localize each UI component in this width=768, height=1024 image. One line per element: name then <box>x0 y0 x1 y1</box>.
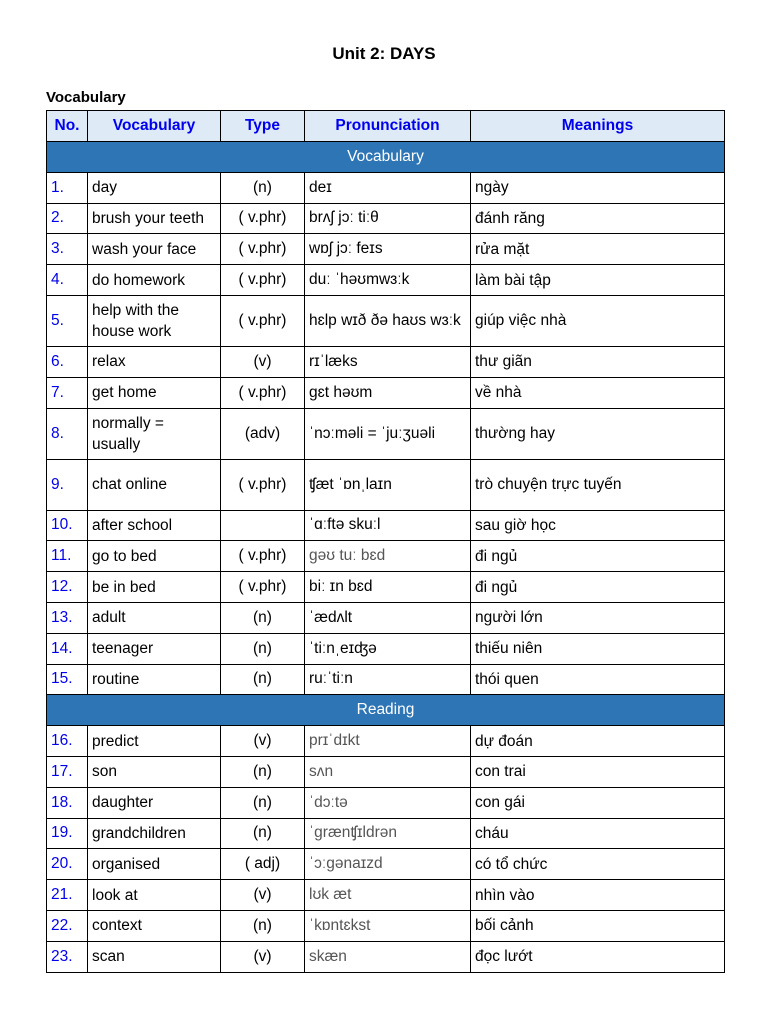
meaning: làm bài tập <box>471 265 725 296</box>
table-row <box>47 408 725 459</box>
header-vocabulary: Vocabulary <box>88 111 221 142</box>
word-type <box>221 510 305 541</box>
pronunciation: ˈkɒntɛkst <box>305 910 471 941</box>
word-type: ( v.phr) <box>221 377 305 408</box>
table-row <box>47 377 725 408</box>
vocabulary-word: look at <box>88 880 221 911</box>
vocabulary-word: teenager <box>88 633 221 664</box>
meaning: đi ngủ <box>471 541 725 572</box>
vocabulary-word: daughter <box>88 787 221 818</box>
section-label: Vocabulary <box>47 142 725 173</box>
table-row <box>47 346 725 377</box>
table-row <box>47 541 725 572</box>
table-row <box>47 818 725 849</box>
page-title: Unit 2: DAYS <box>332 44 436 63</box>
meaning: giúp việc nhà <box>471 295 725 346</box>
pronunciation: prɪˈdɪkt <box>305 726 471 757</box>
word-type: (n) <box>221 910 305 941</box>
row-number: 16. <box>47 726 88 757</box>
word-type: (v) <box>221 346 305 377</box>
table-row <box>47 295 725 346</box>
table-row <box>47 572 725 603</box>
pronunciation: ˈɔːgənaɪzd <box>305 849 471 880</box>
header-no: No. <box>47 111 88 142</box>
vocabulary-word: routine <box>88 664 221 695</box>
meaning: con gái <box>471 787 725 818</box>
section-row <box>47 695 725 726</box>
vocabulary-word: be in bed <box>88 572 221 603</box>
meaning: rửa mặt <box>471 234 725 265</box>
meaning: về nhà <box>471 377 725 408</box>
row-number: 5. <box>47 295 88 346</box>
meaning: thư giãn <box>471 346 725 377</box>
word-type: ( adj) <box>221 849 305 880</box>
meaning: đọc lướt <box>471 941 725 972</box>
section-row <box>47 142 725 173</box>
meaning: trò chuyện trực tuyến <box>471 459 725 510</box>
pronunciation: ˈnɔːməli = ˈjuːʒuəli <box>305 408 471 459</box>
row-number: 15. <box>47 664 88 695</box>
row-number: 3. <box>47 234 88 265</box>
table-row <box>47 664 725 695</box>
vocabulary-word: after school <box>88 510 221 541</box>
row-number: 6. <box>47 346 88 377</box>
meaning: con trai <box>471 756 725 787</box>
row-number: 23. <box>47 941 88 972</box>
word-type: ( v.phr) <box>221 572 305 603</box>
vocabulary-word: get home <box>88 377 221 408</box>
word-type: (n) <box>221 664 305 695</box>
word-type: ( v.phr) <box>221 459 305 510</box>
word-type: (n) <box>221 787 305 818</box>
vocabulary-word: context <box>88 910 221 941</box>
pronunciation: gɛt həʊm <box>305 377 471 408</box>
pronunciation: deɪ <box>305 172 471 203</box>
pronunciation: ˈgrænʧɪldrən <box>305 818 471 849</box>
vocabulary-word: normally = usually <box>88 408 221 459</box>
pronunciation: ʧæt ˈɒnˌlaɪn <box>305 459 471 510</box>
meaning: đánh răng <box>471 203 725 234</box>
table-row <box>47 265 725 296</box>
word-type: (v) <box>221 880 305 911</box>
word-type: (n) <box>221 602 305 633</box>
vocabulary-word: do homework <box>88 265 221 296</box>
table-row <box>47 172 725 203</box>
vocabulary-word: chat online <box>88 459 221 510</box>
table-row <box>47 941 725 972</box>
table-row <box>47 849 725 880</box>
table-row <box>47 234 725 265</box>
pronunciation: biː ɪn bɛd <box>305 572 471 603</box>
section-label: Reading <box>47 695 725 726</box>
word-type: (v) <box>221 941 305 972</box>
row-number: 19. <box>47 818 88 849</box>
table-row <box>47 203 725 234</box>
table-row <box>47 510 725 541</box>
row-number: 2. <box>47 203 88 234</box>
meaning: cháu <box>471 818 725 849</box>
word-type: (n) <box>221 172 305 203</box>
row-number: 10. <box>47 510 88 541</box>
vocabulary-word: predict <box>88 726 221 757</box>
word-type: (n) <box>221 633 305 664</box>
word-type: ( v.phr) <box>221 265 305 296</box>
pronunciation: ˈɑːftə skuːl <box>305 510 471 541</box>
row-number: 11. <box>47 541 88 572</box>
row-number: 14. <box>47 633 88 664</box>
table-row <box>47 633 725 664</box>
vocabulary-word: adult <box>88 602 221 633</box>
vocabulary-table <box>46 110 725 973</box>
row-number: 13. <box>47 602 88 633</box>
table-row <box>47 910 725 941</box>
row-number: 4. <box>47 265 88 296</box>
word-type: (adv) <box>221 408 305 459</box>
vocabulary-word: go to bed <box>88 541 221 572</box>
table-body <box>47 142 725 973</box>
row-number: 12. <box>47 572 88 603</box>
word-type: ( v.phr) <box>221 234 305 265</box>
meaning: thường hay <box>471 408 725 459</box>
vocabulary-word: wash your face <box>88 234 221 265</box>
vocabulary-word: help with the house work <box>88 295 221 346</box>
pronunciation: duː ˈhəʊmwɜːk <box>305 265 471 296</box>
pronunciation: hɛlp wɪð ðə haʊs wɜːk <box>305 295 471 346</box>
vocabulary-word: day <box>88 172 221 203</box>
meaning: ngày <box>471 172 725 203</box>
table-row <box>47 459 725 510</box>
row-number: 20. <box>47 849 88 880</box>
row-number: 18. <box>47 787 88 818</box>
pronunciation: ˈtiːnˌeɪʤə <box>305 633 471 664</box>
word-type: ( v.phr) <box>221 541 305 572</box>
table-row <box>47 787 725 818</box>
pronunciation: ruːˈtiːn <box>305 664 471 695</box>
pronunciation: lʊk æt <box>305 880 471 911</box>
meaning: dự đoán <box>471 726 725 757</box>
meaning: có tổ chức <box>471 849 725 880</box>
header-meanings: Meanings <box>471 111 725 142</box>
vocabulary-word: relax <box>88 346 221 377</box>
meaning: bối cảnh <box>471 910 725 941</box>
row-number: 1. <box>47 172 88 203</box>
pronunciation: rɪˈlæks <box>305 346 471 377</box>
row-number: 17. <box>47 756 88 787</box>
table-row <box>47 726 725 757</box>
meaning: người lớn <box>471 602 725 633</box>
row-number: 9. <box>47 459 88 510</box>
vocabulary-word: scan <box>88 941 221 972</box>
word-type: ( v.phr) <box>221 295 305 346</box>
meaning: nhìn vào <box>471 880 725 911</box>
pronunciation: ˈædʌlt <box>305 602 471 633</box>
vocabulary-word: organised <box>88 849 221 880</box>
vocabulary-word: grandchildren <box>88 818 221 849</box>
word-type: ( v.phr) <box>221 203 305 234</box>
meaning: thói quen <box>471 664 725 695</box>
table-row <box>47 880 725 911</box>
table-header-row <box>47 111 725 142</box>
pronunciation: skæn <box>305 941 471 972</box>
table-row <box>47 602 725 633</box>
word-type: (n) <box>221 756 305 787</box>
meaning: thiếu niên <box>471 633 725 664</box>
pronunciation: sʌn <box>305 756 471 787</box>
row-number: 8. <box>47 408 88 459</box>
header-pronunciation: Pronunciation <box>305 111 471 142</box>
pronunciation: wɒʃ jɔː feɪs <box>305 234 471 265</box>
meaning: sau giờ học <box>471 510 725 541</box>
row-number: 7. <box>47 377 88 408</box>
vocabulary-word: brush your teeth <box>88 203 221 234</box>
word-type: (v) <box>221 726 305 757</box>
vocabulary-word: son <box>88 756 221 787</box>
table-row <box>47 756 725 787</box>
pronunciation: brʌʃ jɔː tiːθ <box>305 203 471 234</box>
row-number: 21. <box>47 880 88 911</box>
pronunciation: ˈdɔːtə <box>305 787 471 818</box>
header-type: Type <box>221 111 305 142</box>
vocabulary-heading: Vocabulary <box>46 89 126 106</box>
row-number: 22. <box>47 910 88 941</box>
word-type: (n) <box>221 818 305 849</box>
pronunciation: gəʊ tuː bɛd <box>305 541 471 572</box>
meaning: đi ngủ <box>471 572 725 603</box>
